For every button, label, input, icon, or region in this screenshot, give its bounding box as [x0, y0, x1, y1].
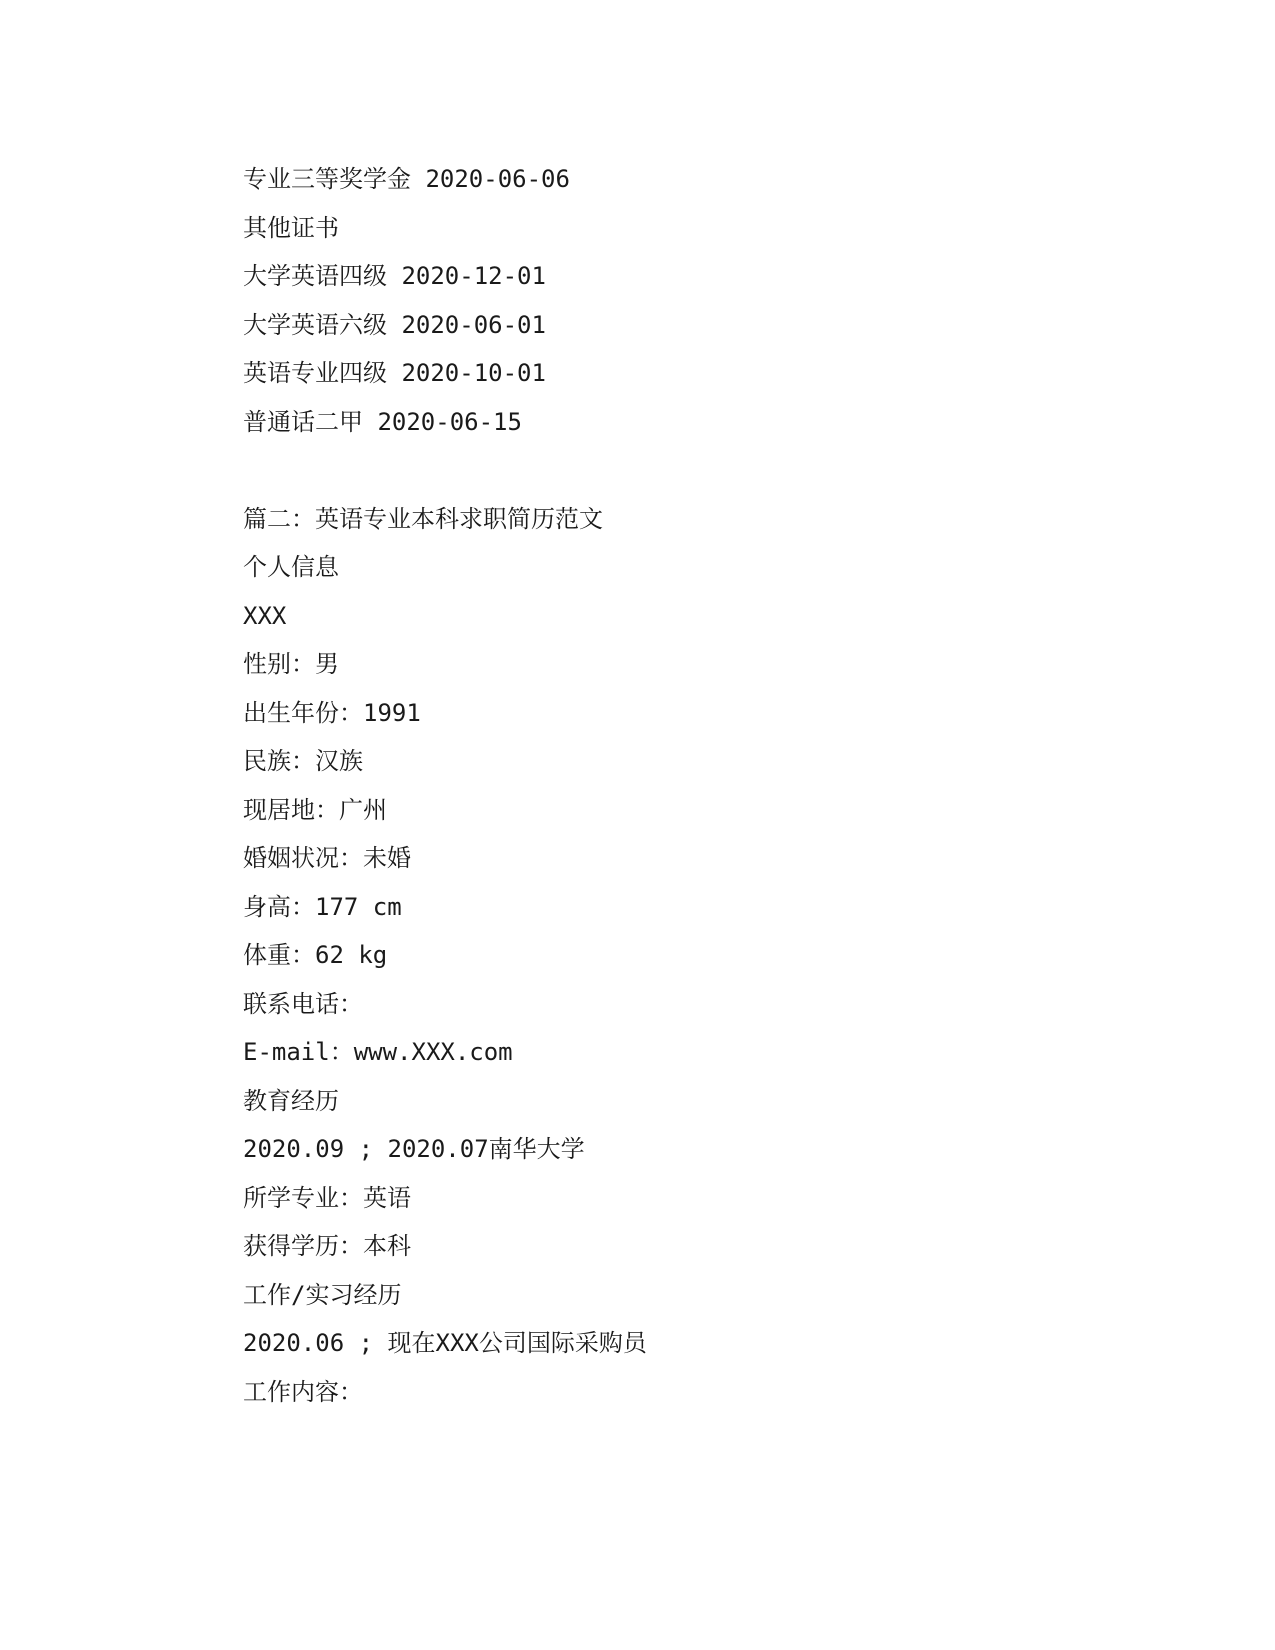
- text-line: 其他证书: [243, 213, 339, 242]
- weight-text: 体重：62 kg: [243, 941, 388, 969]
- email-text: E-mail：www.XXX.com: [243, 1038, 513, 1066]
- document-body: [243, 155, 1003, 1416]
- heading-education: 教育经历: [243, 1086, 339, 1115]
- work-period-text: 2020.06 ; 现在XXX公司国际采购员: [243, 1329, 647, 1357]
- major-text: 所学专业：英语: [243, 1183, 411, 1212]
- text-line: 大学英语四级 2020-12-01: [243, 262, 546, 290]
- height-text: 身高：177 cm: [243, 892, 402, 921]
- paragraph-gap: [243, 446, 1003, 495]
- marital-status-text: 婚姻状况：未婚: [243, 844, 411, 872]
- text-line: 英语专业四级 2020-10-01: [243, 359, 546, 387]
- phone-text: 联系电话：: [243, 989, 363, 1018]
- text-line: 大学英语六级 2020-06-01: [243, 310, 546, 339]
- gender-text: 性别：男: [243, 650, 339, 678]
- heading-personal-info: 个人信息: [243, 553, 339, 581]
- work-content-label: 工作内容：: [243, 1377, 363, 1406]
- degree-text: 获得学历：本科: [243, 1232, 411, 1260]
- text-line: 专业三等奖学金 2020-06-06: [243, 165, 570, 193]
- residence-text: 现居地：广州: [243, 795, 387, 824]
- section-title: 篇二：英语专业本科求职简历范文: [243, 504, 603, 533]
- education-period-text: 2020.09 ; 2020.07南华大学: [243, 1135, 585, 1163]
- heading-work-experience: 工作/实习经历: [243, 1280, 402, 1309]
- text-line: 普通话二甲 2020-06-15: [243, 407, 522, 436]
- birth-year-text: 出生年份：1991: [243, 698, 421, 727]
- name-text: XXX: [243, 601, 287, 630]
- ethnicity-text: 民族：汉族: [243, 747, 363, 775]
